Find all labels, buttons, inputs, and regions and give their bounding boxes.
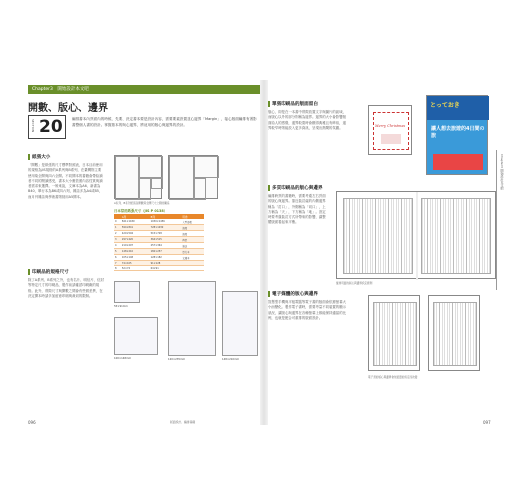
table-cell: 128×182: [150, 255, 182, 261]
sample-envelope-dim: 120×235mm: [168, 358, 186, 361]
section-number-box: [28, 115, 66, 139]
table-cell: 52×74: [121, 266, 150, 271]
table-cell: 大型海報: [181, 219, 204, 225]
sample-postcard-dim: 100×148mm: [114, 357, 132, 360]
section-number: 20: [39, 117, 63, 137]
table-cell: 841×1189: [121, 219, 150, 225]
heading-print-sizes: 印刷品的規格尺寸: [28, 269, 69, 275]
sample-a5-dim: 148×210mm: [222, 358, 240, 361]
body-multi-page: 編排跨頁的書籍時，需要考慮左右頁面的版心與邊界。靠近裝訂處的內側邊界稱為「訂口」，外側稱為「切口」，上方稱為「天」，下方稱為「地」。設定時要考慮裝訂方式所帶來的影響，讓整體版面看起來平衡。: [268, 194, 326, 225]
heading-digital: 電子媒體的版心與邊界: [268, 291, 318, 297]
table-cell: 1: [114, 225, 121, 231]
body-print-sizes: 除了A系列、B系列之外，也有名片、明信片、信封等特定尺寸的印刷品，製作前請確認印刷廠的規格。此外，實際尺寸與開數之間會有些微差異，在決定開本時請多加留意印刷與裁切的限制。: [28, 278, 104, 298]
table-header-cell: B列: [150, 214, 182, 219]
size-table: [114, 214, 204, 271]
table-cell: 雜誌: [181, 243, 204, 249]
sample-envelope: [168, 281, 216, 356]
vertical-spread-diagram: [336, 191, 496, 279]
b-series-diagram: [168, 155, 218, 199]
table-cell: 海報: [181, 231, 204, 237]
magazine-title: とっておき: [430, 102, 460, 109]
section-label: SECTION: [31, 119, 35, 133]
table-cell: 文庫本: [181, 255, 204, 261]
sample-card: [114, 281, 140, 303]
body-paper-size: 「開數」是紙張的尺寸標準對照表，日本目前使用的規格為JIS規格的A系列與B系列，在臺灣則主要使用菊全開與四六全開。不同開本的書籍會帶給讀者不同的閱讀感受，書本大小應依照內容性質與讀者需求來選擇。一般來說，文庫本為A6、新書為B40，單行本為B6或四六判，雜誌多為A4或B5，而月刊雜誌與學術書則採用A5開本。: [28, 163, 103, 199]
right-text-page: [421, 198, 491, 274]
left-page: [28, 85, 260, 415]
table-cell: 182×257: [150, 249, 182, 255]
chapter-side-tab: [496, 150, 508, 290]
table-cell: [181, 266, 204, 271]
left-text-page: [343, 198, 413, 274]
card-title: Merry Christmas: [375, 124, 406, 128]
christmas-card-sample: [368, 105, 412, 155]
body-digital: 智慧型手機與平板電腦等電子書的版面會依據螢幕大小而變化。製作電子書時，需要考量不同裝置的顯示狀況，讓版心與邊界在各種螢幕上都能保持適當的比例，也就是配合可重排的版面設計。: [268, 300, 346, 320]
table-cell: 1030×1456: [150, 219, 182, 225]
table-cell: 3: [114, 237, 121, 243]
book-gutter: [260, 80, 268, 425]
table-cell: 單行本: [181, 249, 204, 255]
intro-text: 編排書本內頁面內的時候，先要、決定書本要是設計內容，需要要素設置並心邊界「Margin」，接心版面編排有著影書整個人書的設計。掌握基本的與心邊界，將這用的版心與邊界的設計。: [72, 117, 257, 127]
heading-single-sheet: 單張印刷品的版面留白: [268, 101, 318, 107]
body-single-sheet: 版心，即是在一本書中實際放置文字與圖片的區域，而版心以外的部分則稱為邊界。邊界的大小會影響版面給人的感覺，邊界較寬時會顯得典雅且有餘裕，邊界較窄時則能放入更多資訊，呈現出熱鬧的氛圍。: [268, 110, 346, 130]
table-cell: 105×148: [121, 255, 150, 261]
table-cell: 257×364: [150, 243, 182, 249]
sample-postcard: [114, 317, 158, 355]
left-page-number: 096: [28, 420, 36, 425]
table-cell: 7: [114, 261, 121, 266]
table-cell: 364×515: [150, 237, 182, 243]
table-header-cell: A列: [121, 214, 150, 219]
table-cell: 420×594: [121, 231, 150, 237]
table-cell: 0: [114, 219, 121, 225]
table-cell: 91×128: [150, 261, 182, 266]
table-cell: 74×105: [121, 261, 150, 266]
paper-size-table: [114, 208, 204, 271]
tablet-sample-1: [368, 295, 420, 371]
table-cell: 2: [114, 231, 121, 237]
footer-caption: 版面設計、編排基礎: [170, 420, 196, 424]
a-series-diagram: [114, 155, 162, 199]
tablet-sample-2: [428, 295, 480, 371]
magazine-cover-sample: [426, 95, 488, 175]
table-cell: 515×728: [150, 231, 182, 237]
table-title: 日本常用紙張尺寸（JIS P 0138）: [114, 209, 168, 213]
chapter-header: Chapter3 開始設計本文吧: [28, 85, 260, 94]
sample-a5: [222, 291, 258, 356]
table-cell: 297×420: [121, 237, 150, 243]
right-page: [268, 85, 500, 415]
sample-card-dim: 55×91mm: [114, 305, 128, 308]
heading-paper-size: 紙張大小: [28, 154, 50, 160]
spread-caption: 縱排頁面的版心與邊界設定範例: [336, 282, 373, 285]
table-cell: 6: [114, 255, 121, 261]
right-page-number: 097: [483, 420, 491, 425]
page-title: 開數、版心、邊界: [28, 103, 108, 114]
side-tab-label: Chapter3 開始設計本文吧: [500, 154, 504, 190]
table-cell: 5: [114, 249, 121, 255]
table-cell: 64×91: [150, 266, 182, 271]
table-cell: 210×297: [121, 243, 150, 249]
digital-caption: 電子書的版心與邊界會依裝置的設定而改變: [368, 376, 418, 379]
table-cell: 728×1030: [150, 225, 182, 231]
magazine-headline: 讓人想去旅遊的4日間の旅: [431, 126, 485, 139]
table-cell: 148×210: [121, 249, 150, 255]
table-cell: 594×841: [121, 225, 150, 231]
table-cell: 海報: [181, 225, 204, 231]
table-row: [114, 266, 204, 271]
table-cell: 4: [114, 243, 121, 249]
table-cell: 8: [114, 266, 121, 271]
table-cell: 傳單: [181, 237, 204, 243]
heading-multi-page: 多頁印刷品的版心與邊界: [268, 185, 323, 191]
table-header-cell: 用途: [181, 214, 204, 219]
diagram-caption: A系列、B系列紙張各開數與全開尺寸之間的關係: [114, 202, 170, 205]
